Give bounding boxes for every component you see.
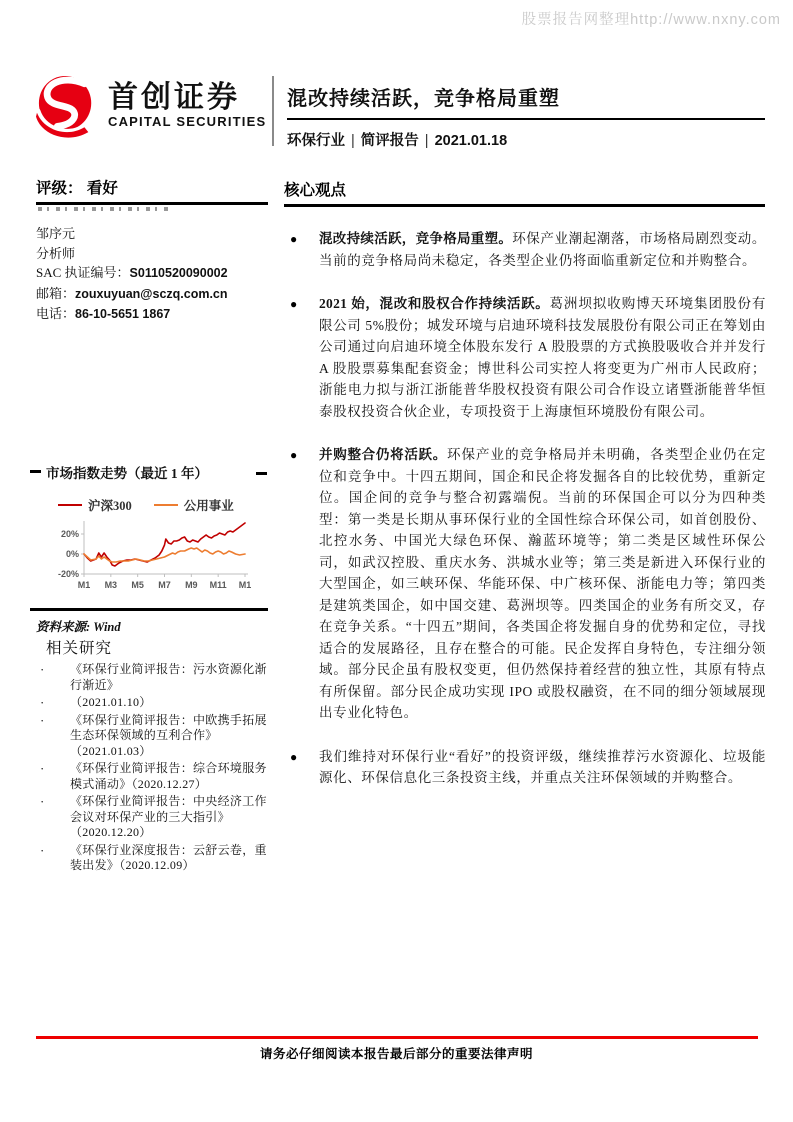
bullet-dot-icon: ● <box>290 448 298 462</box>
related-report-item: · 《环保行业简评报告：中欧携手拓展生态环保领域的互利合作》（2021.01.03） <box>40 712 267 758</box>
related-research-heading: 相关研究 <box>46 640 113 657</box>
bullet-body: 葛洲坝拟收购博天环境集团股份有限公司 5%股份；城发环境与启迪环境科技发展股份有限公司正在筹划由公司通过向启迪环境全体股东发行 A 股股票的方式换股吸收合并并发行 A 股股票募集配套资金；博世科公司实控人将变更为广州市人民政府；浙能电力拟与浙江浙能普华股权投资有限公司合作设立诸暨浙能普华恒泰股权投资合伙企业，专项投资于上海康恒环境股份有限公司。 <box>319 296 766 419</box>
report-date: 2021.01.18 <box>434 133 508 149</box>
chart-bottom-rule <box>30 608 268 611</box>
analyst-info <box>36 224 228 325</box>
company-logo <box>36 72 266 138</box>
analyst-name: 邹序元 <box>36 226 76 241</box>
bullet-lead: 并购整合仍将活跃。 <box>319 447 447 462</box>
analyst-email-line: 邮箱：zouxuyuan@sczq.com.cn <box>36 285 228 301</box>
watermark-text: 股票报告网整理http://www.nxny.com <box>521 12 781 28</box>
svg-text:M3: M3 <box>104 580 118 590</box>
chart-legend <box>58 496 234 514</box>
rating-row <box>36 176 118 198</box>
bullet-dot-icon: ● <box>290 297 298 311</box>
bullet-body: 我们维持对环保行业“看好”的投资评级，继续推荐污水资源化、垃圾能源化、环保信息化三条投资主线，并重点关注环保领域的并购整合。 <box>319 748 766 785</box>
report-title: 混改持续活跃，竞争格局重塑 <box>287 88 560 110</box>
svg-text:M7: M7 <box>158 580 171 590</box>
logo-english-name: CAPITAL SECURITIES <box>108 114 267 129</box>
rating-label: 评级： <box>36 180 83 197</box>
legend-label-hs300: 沪深300 <box>88 499 132 513</box>
hs300-line-swatch <box>58 504 82 506</box>
title-underline <box>287 118 765 120</box>
industry-label: 环保行业 <box>287 133 345 149</box>
svg-text:M1: M1 <box>77 580 91 590</box>
list-dot-icon: · <box>40 794 45 809</box>
bullet-dot-icon: ● <box>290 749 298 764</box>
logo-text <box>108 81 266 129</box>
report-type-label: 简评报告 <box>360 133 419 149</box>
bullet-dot-icon: ● <box>290 232 298 246</box>
svg-text:M1: M1 <box>238 580 252 590</box>
subtitle-separator: | <box>424 133 429 149</box>
related-report-item: · 《环保行业简评报告：中央经济工作会议对环保产业的三大指引》（2020.12.20） <box>40 794 267 839</box>
analyst-title: 分析师 <box>36 245 76 261</box>
list-dot-icon: · <box>40 842 45 858</box>
data-source: 资料来源: Wind <box>36 620 121 634</box>
analyst-sac-line: SAC 执证编号：S0110520090002 <box>36 265 228 280</box>
related-research-list <box>40 662 268 876</box>
list-dot-icon: · <box>40 712 45 728</box>
related-report-item: · 《环保行业简评报告：综合环境服务模式涌动》（2020.12.27） <box>40 761 267 791</box>
bullet-lead: 2021 始，混改和股权合作持续活跃。 <box>319 296 550 311</box>
rating-underline <box>36 202 268 205</box>
svg-text:20%: 20% <box>60 529 79 540</box>
svg-text:M11: M11 <box>209 580 227 590</box>
related-report-item: · 《环保行业深度报告：云舒云卷，重装出发》（2020.12.09） <box>40 842 267 872</box>
chart-corner-dash-left <box>30 470 41 473</box>
list-dot-icon: · <box>40 695 45 710</box>
bullet-lead: 混改持续活跃，竞争格局重塑。 <box>319 231 513 246</box>
index-chart <box>42 514 254 598</box>
index-chart-svg <box>42 514 254 598</box>
legend-item-utilities <box>154 496 234 514</box>
analyst-phone-line: 电话：86-10-5651 1867 <box>36 306 171 321</box>
core-views-underline <box>284 204 765 207</box>
core-view-item <box>290 444 766 724</box>
related-report-item: · 《环保行业简评报告：污水资源化渐行渐近》 <box>40 662 267 692</box>
core-view-item <box>290 228 766 271</box>
svg-text:-20%: -20% <box>57 569 79 580</box>
footer-disclaimer: 请务必仔细阅读本报告最后部分的重要法律声明 <box>259 1047 533 1061</box>
logo-chinese-name: 首创证券 <box>108 81 240 114</box>
subtitle-separator: | <box>351 133 355 149</box>
footer-red-rule <box>36 1036 758 1039</box>
chart-title: 市场指数走势（最近 1 年） <box>46 466 208 481</box>
report-subtitle <box>287 129 507 150</box>
svg-text:M9: M9 <box>185 580 198 590</box>
legend-item-hs300 <box>58 496 132 514</box>
svg-text:M5: M5 <box>131 580 144 590</box>
core-view-item <box>290 293 766 422</box>
sac-number: S0110520090002 <box>129 266 228 280</box>
analyst-phone: 86-10-5651 1867 <box>75 307 171 321</box>
rating-value: 看好 <box>86 180 118 197</box>
svg-text:0%: 0% <box>65 549 79 560</box>
list-dot-icon: · <box>40 761 45 776</box>
bullet-body: 环保产业的竞争格局并未明确，各类型企业仍在定位和竞争中。十四五期间，国企和民企将发掘各自的比较优势，重新定位。国企间的竞争与整合初露端倪。当前的环保国企可以分为四种类型：第一类是长期从事环保行业的全国性综合环保公司，如首创股份、北控水务、中国光大绿色环保、瀚蓝环境等；第二类是区域性环保公司，如武汉控股、重庆水务、洪城水业等；第三类是新进入环保行业的大型国企，如三峡环保、华能环保、中广核环保、浙能电力等；第四类是建筑类国企，如中国交建、葛洲坝等。四类国企的业务有所交叉，存在竞争关系。“十四五”期间，各类国企将发掘自身的优势和定位，寻找适合的发展路径，且存在整合的可能。民企发挥自身特色，专注细分领域。部分民企虽有股权变更，但仍然保持着经营的独立性，其原有特点有所保留。部分民企成功实现 IPO 或股权融资，在不同的细分领域展现出专业化特色。 <box>319 447 766 720</box>
legend-label-utilities: 公用事业 <box>183 499 234 513</box>
related-report-item: · （2021.01.10） <box>40 695 152 710</box>
core-views-heading: 核心观点 <box>284 182 347 199</box>
header-vertical-divider <box>272 76 274 146</box>
bullet-body: 环保产业潮起潮落，市场格局剧烈变动。当前的竞争格局尚未稳定，各类型企业仍将面临重新定位和并购整合。 <box>319 231 767 268</box>
core-view-item <box>290 746 766 789</box>
clipped-text-artifact <box>38 207 168 211</box>
utilities-line-swatch <box>154 504 178 506</box>
core-views-list <box>290 228 766 811</box>
analyst-email: zouxuyuan@sczq.com.cn <box>75 286 228 301</box>
list-dot-icon: · <box>40 662 45 677</box>
capital-securities-logo-icon <box>36 72 98 138</box>
chart-corner-dash-right <box>256 472 267 475</box>
